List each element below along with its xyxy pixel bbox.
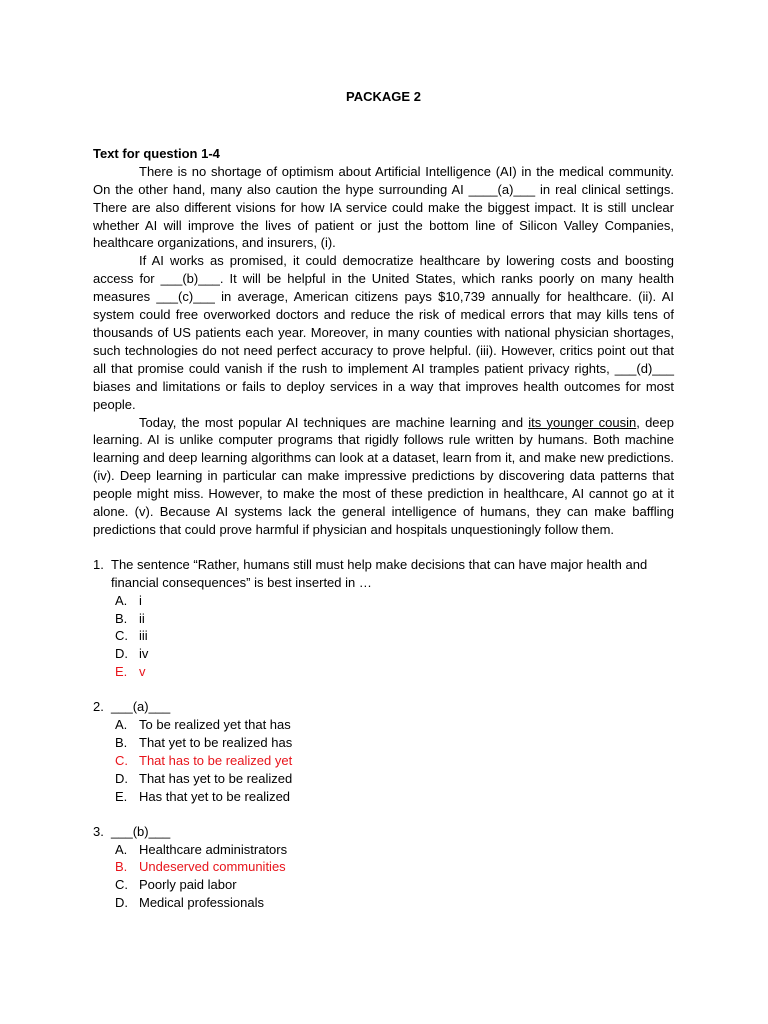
answer-options: [115, 841, 674, 913]
answer-option[interactable]: [115, 841, 674, 859]
question-3: [93, 823, 674, 841]
document-page: [93, 88, 674, 912]
passage-text: Today, the most popular AI techniques are machine learning and: [139, 414, 529, 430]
option-letter: A.: [115, 592, 128, 608]
option-letter: B.: [115, 735, 128, 750]
option-letter: E.: [115, 788, 128, 804]
passage-paragraph-1: There is no shortage of optimism about Artificial Intelligence (AI) in the medical community. On the other hand, many also caution the hype surrounding AI ____(a)___ in real clinical settings. There are also different visions for how IA service could make the biggest impact. It is still unclear whether AI will improve the lives of patient or just the bottom line of Silicon Valley Companies, healthcare organizations, and insurers, (i).: [93, 163, 674, 251]
option-letter: B.: [115, 610, 128, 626]
option-text: That yet to be realized has: [139, 735, 293, 750]
answer-option[interactable]: [115, 627, 674, 645]
option-text: Poorly paid labor: [139, 877, 237, 893]
option-letter: C.: [115, 628, 128, 644]
answer-options: [115, 716, 674, 806]
answer-option[interactable]: [115, 876, 674, 894]
option-text: iii: [139, 628, 148, 644]
option-text: Undeserved communities: [139, 859, 286, 875]
passage-paragraph-2: If AI works as promised, it could democratize healthcare by lowering costs and boosting access for ___(b)___. It will be helpful in the United States, which ranks poorly on many health measures ___(c)___ in average, American citizens pays $10,739 annually for healthcare. (ii). AI system could free overworked doctors and reduce the risk of medical errors that may kills tens of thousands of US patients each year. Moreover, in many counties with national physician shortages, such technologies do not need perfect accuracy to prove helpful. (iii). However, critics point out that all that promise could vanish if the rush to implement AI tramples patient privacy rights, ___(d)___ biases and limitations or fails to deploy services in a way that improves health outcomes for most people.: [93, 253, 674, 412]
question-list: [93, 556, 674, 912]
option-letter: D.: [115, 895, 128, 911]
option-text: Healthcare administrators: [139, 841, 288, 857]
option-text: Medical professionals: [139, 895, 265, 911]
option-letter: D.: [115, 646, 128, 662]
passage-paragraph-3: [93, 414, 674, 539]
option-letter: B.: [115, 859, 128, 875]
page-title: PACKAGE 2: [346, 89, 421, 104]
option-letter: C.: [115, 877, 128, 893]
answer-option-highlighted[interactable]: [115, 752, 674, 770]
question-text: ___(b)___: [111, 823, 171, 839]
answer-options: [115, 592, 674, 682]
option-text: v: [139, 664, 146, 680]
option-letter: A.: [115, 841, 128, 857]
answer-option[interactable]: [115, 716, 674, 734]
question-1: [93, 556, 674, 592]
answer-option[interactable]: [115, 788, 674, 806]
answer-option[interactable]: [115, 592, 674, 610]
answer-option-highlighted[interactable]: [115, 858, 674, 876]
answer-option[interactable]: [115, 894, 674, 912]
question-number: 1.: [93, 556, 104, 572]
answer-option[interactable]: [115, 734, 674, 752]
option-text: iv: [139, 646, 149, 662]
question-2: [93, 698, 674, 716]
option-letter: A.: [115, 717, 128, 733]
option-text: That has to be realized yet: [139, 752, 293, 768]
answer-option[interactable]: [115, 610, 674, 628]
section-heading: Text for question 1-4: [93, 145, 220, 161]
question-text: The sentence “Rather, humans still must help make decisions that can have major health and financial consequences” is best inserted in …: [111, 556, 648, 590]
question-text: ___(a)___: [111, 699, 171, 715]
option-letter: D.: [115, 770, 128, 786]
option-text: To be realized yet that has: [139, 717, 291, 733]
option-text: That has yet to be realized: [139, 770, 293, 786]
question-number: 3.: [93, 823, 104, 839]
answer-option[interactable]: [115, 770, 674, 788]
underlined-phrase: its younger cousin: [528, 414, 637, 430]
option-text: i: [139, 592, 142, 608]
option-text: Has that yet to be realized: [139, 788, 291, 804]
option-letter: E.: [115, 664, 128, 680]
question-number: 2.: [93, 699, 104, 715]
passage-text: , deep learning. AI is unlike computer programs that rigidly follows rule written by humans. Both machine learning and deep learning algorithms can look at a dataset, learn from it, and make new predictions. (iv). Deep learning in particular can make impressive predictions by discovering data patterns that people might miss. However, to make the most of these prediction in healthcare, AI cannot go at it alone. (v). Because AI systems lack the general intelligence of humans, they can make baffling predictions that could prove harmful if physician and hospitals unquestioningly follow them.: [93, 414, 674, 537]
answer-option-highlighted[interactable]: [115, 663, 674, 681]
answer-option[interactable]: [115, 645, 674, 663]
option-text: ii: [139, 610, 145, 626]
option-letter: C.: [115, 752, 128, 768]
